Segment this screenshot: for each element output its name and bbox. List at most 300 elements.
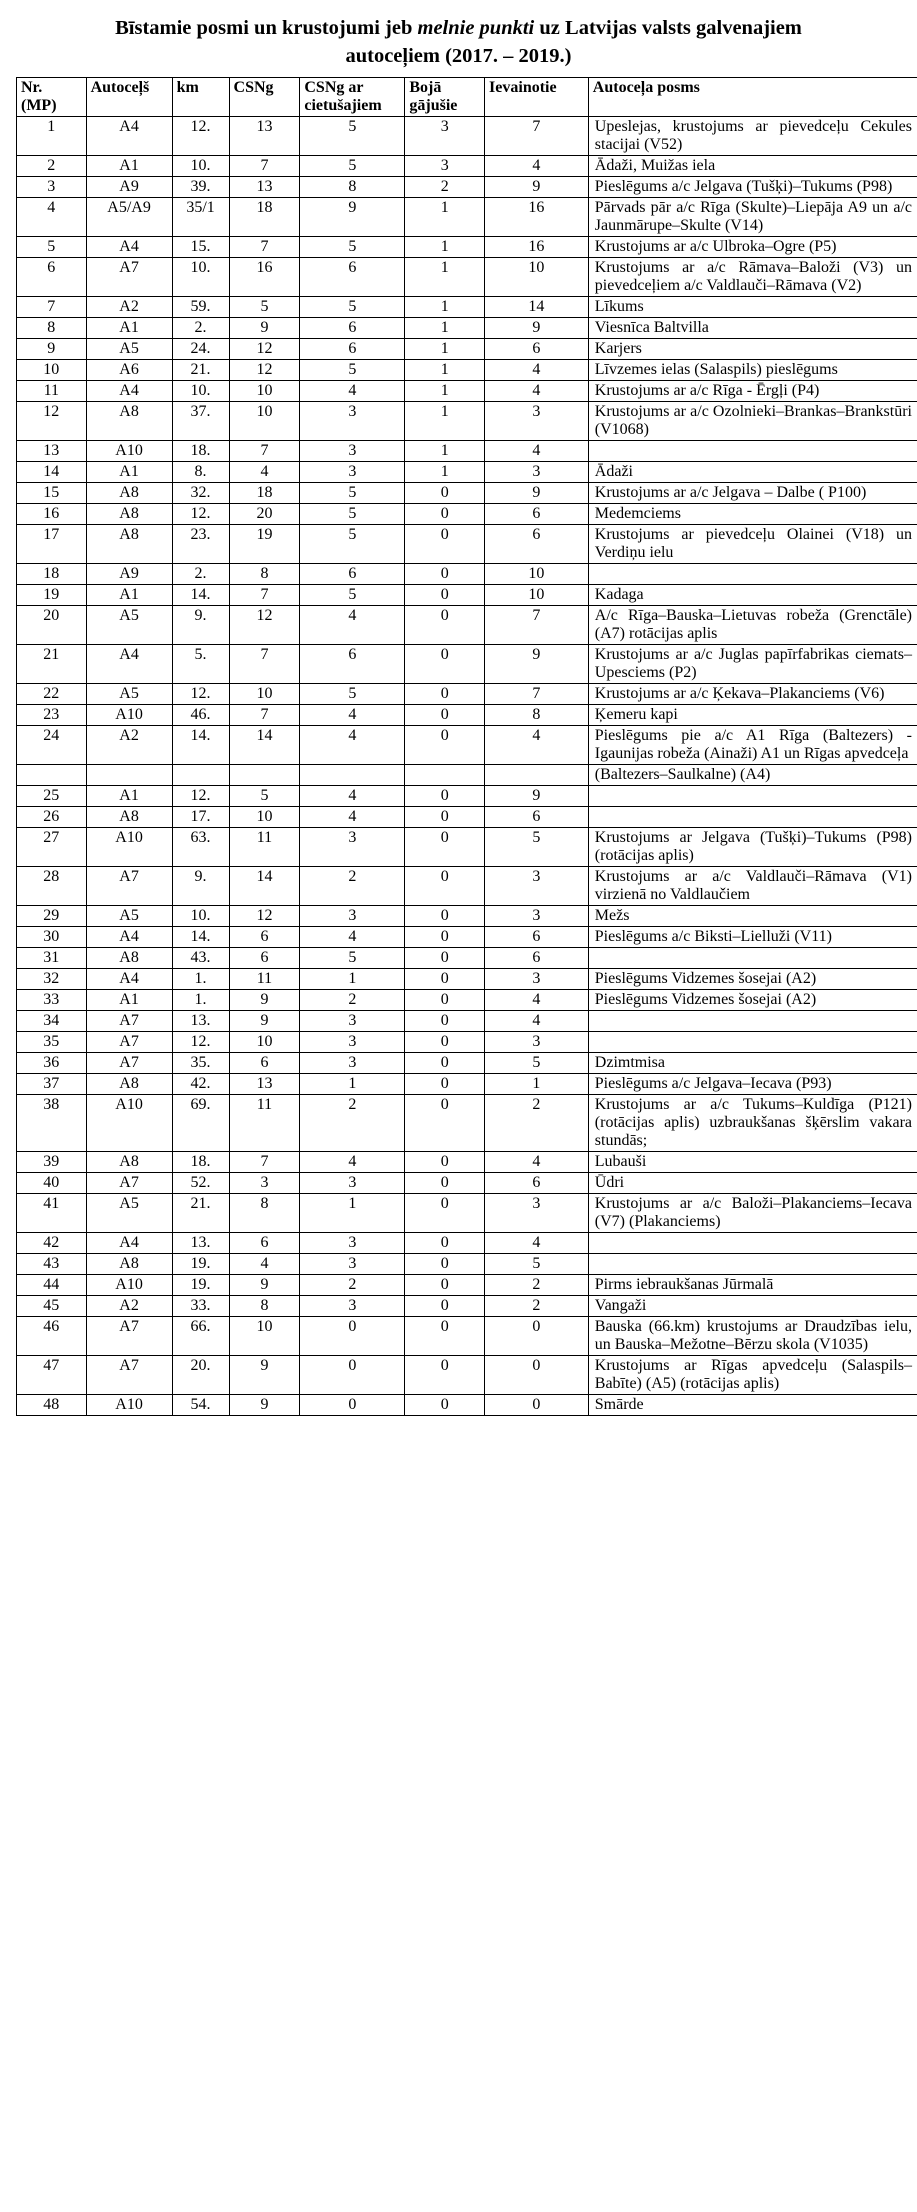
cell-csng: 13 bbox=[229, 1074, 300, 1095]
cell-injured: 4 bbox=[485, 990, 589, 1011]
cell-csng: 16 bbox=[229, 258, 300, 297]
cell-csng: 10 bbox=[229, 1317, 300, 1356]
cell-road-section: Krustojums ar a/c Tukums–Kuldīga (P121) (rotācijas aplis) uzbraukšanas šķērslim vakara stundās; bbox=[588, 1095, 917, 1152]
cell-injured: 0 bbox=[485, 1356, 589, 1395]
cell-road-section: Krustojums ar a/c Ķekava–Plakanciems (V6) bbox=[588, 684, 917, 705]
cell-killed: 0 bbox=[405, 1011, 485, 1032]
cell-km: 9. bbox=[172, 606, 229, 645]
cell-injured: 3 bbox=[485, 1032, 589, 1053]
cell-killed: 1 bbox=[405, 339, 485, 360]
cell-km: 35. bbox=[172, 1053, 229, 1074]
cell-injured: 2 bbox=[485, 1296, 589, 1317]
cell-road: A5 bbox=[86, 906, 172, 927]
cell-road-section: Medemciems bbox=[588, 504, 917, 525]
cell-killed: 1 bbox=[405, 258, 485, 297]
cell-road-section: Pieslēgums a/c Jelgava–Iecava (P93) bbox=[588, 1074, 917, 1095]
cell-csng-injured: 3 bbox=[300, 906, 405, 927]
cell-road: A1 bbox=[86, 585, 172, 606]
cell-csng: 7 bbox=[229, 237, 300, 258]
cell-csng: 7 bbox=[229, 585, 300, 606]
cell-injured: 4 bbox=[485, 1011, 589, 1032]
cell-killed: 0 bbox=[405, 1095, 485, 1152]
cell-csng: 11 bbox=[229, 1095, 300, 1152]
cell-killed: 0 bbox=[405, 585, 485, 606]
cell-csng-injured: 8 bbox=[300, 177, 405, 198]
cell-road-section: Smārde bbox=[588, 1395, 917, 1416]
header-road-section: Autoceļa posms bbox=[588, 78, 917, 117]
cell-killed: 0 bbox=[405, 1032, 485, 1053]
cell-killed: 0 bbox=[405, 1296, 485, 1317]
cell-killed: 1 bbox=[405, 360, 485, 381]
cell-nr: 24 bbox=[17, 726, 87, 765]
cell-csng: 9 bbox=[229, 1395, 300, 1416]
cell-nr: 33 bbox=[17, 990, 87, 1011]
cell-csng-injured: 4 bbox=[300, 705, 405, 726]
table-row bbox=[17, 1275, 917, 1296]
cell-csng-injured: 0 bbox=[300, 1395, 405, 1416]
cell-csng-injured: 4 bbox=[300, 726, 405, 765]
cell-killed: 0 bbox=[405, 726, 485, 765]
cell-road-section: Krustojums ar a/c Ulbroka–Ogre (P5) bbox=[588, 237, 917, 258]
cell-killed: 0 bbox=[405, 525, 485, 564]
cell-injured: 3 bbox=[485, 1194, 589, 1233]
cell-road: A8 bbox=[86, 1152, 172, 1173]
table-row bbox=[17, 1233, 917, 1254]
table-row bbox=[17, 585, 917, 606]
cell-killed: 1 bbox=[405, 441, 485, 462]
cell-road-section: (Baltezers–Saulkalne) (A4) bbox=[588, 765, 917, 786]
cell-road: A7 bbox=[86, 1032, 172, 1053]
cell-killed: 0 bbox=[405, 1152, 485, 1173]
cell-csng-injured: 1 bbox=[300, 969, 405, 990]
cell-nr: 20 bbox=[17, 606, 87, 645]
cell-road: A8 bbox=[86, 1074, 172, 1095]
table-row bbox=[17, 684, 917, 705]
cell-csng-injured: 5 bbox=[300, 360, 405, 381]
cell-road: A4 bbox=[86, 237, 172, 258]
table-row bbox=[17, 948, 917, 969]
cell-nr: 21 bbox=[17, 645, 87, 684]
table-row bbox=[17, 969, 917, 990]
cell-road-section: Mežs bbox=[588, 906, 917, 927]
cell-road: A8 bbox=[86, 504, 172, 525]
cell-csng: 3 bbox=[229, 1173, 300, 1194]
table-row bbox=[17, 318, 917, 339]
cell-csng-injured: 4 bbox=[300, 381, 405, 402]
cell-csng: 10 bbox=[229, 381, 300, 402]
cell-road: A2 bbox=[86, 1296, 172, 1317]
cell-killed: 0 bbox=[405, 1395, 485, 1416]
table-row bbox=[17, 1032, 917, 1053]
cell-km: 66. bbox=[172, 1317, 229, 1356]
table-row bbox=[17, 705, 917, 726]
cell-csng: 12 bbox=[229, 360, 300, 381]
cell-km: 17. bbox=[172, 807, 229, 828]
cell-road: A8 bbox=[86, 948, 172, 969]
cell-csng: 19 bbox=[229, 525, 300, 564]
cell-csng: 6 bbox=[229, 948, 300, 969]
cell-csng-injured: 6 bbox=[300, 318, 405, 339]
cell-killed: 0 bbox=[405, 1173, 485, 1194]
cell-csng-injured: 3 bbox=[300, 1011, 405, 1032]
cell-road-section: Pieslēgums a/c Jelgava (Tušķi)–Tukums (P98) bbox=[588, 177, 917, 198]
cell-csng: 7 bbox=[229, 1152, 300, 1173]
cell-killed: 0 bbox=[405, 1074, 485, 1095]
cell-road-section: Ādaži bbox=[588, 462, 917, 483]
cell-csng-injured: 5 bbox=[300, 237, 405, 258]
cell-csng: 8 bbox=[229, 1296, 300, 1317]
cell-nr: 30 bbox=[17, 927, 87, 948]
cell-nr: 27 bbox=[17, 828, 87, 867]
table-row bbox=[17, 177, 917, 198]
cell-road: A10 bbox=[86, 1095, 172, 1152]
cell-km: 59. bbox=[172, 297, 229, 318]
cell-road-section: Kadaga bbox=[588, 585, 917, 606]
cell-csng: 11 bbox=[229, 969, 300, 990]
cell-injured: 4 bbox=[485, 156, 589, 177]
header-injured: Ievainotie bbox=[485, 78, 589, 117]
cell-killed: 3 bbox=[405, 156, 485, 177]
cell-km: 10. bbox=[172, 381, 229, 402]
cell-csng: 7 bbox=[229, 441, 300, 462]
table-row bbox=[17, 339, 917, 360]
table-row bbox=[17, 1317, 917, 1356]
cell-km: 19. bbox=[172, 1275, 229, 1296]
cell-road-section: Pieslēgums a/c Biksti–Lielluži (V11) bbox=[588, 927, 917, 948]
cell-injured: 4 bbox=[485, 441, 589, 462]
cell-killed: 0 bbox=[405, 906, 485, 927]
cell-km: 21. bbox=[172, 360, 229, 381]
cell-road-section: Ādaži, Muižas iela bbox=[588, 156, 917, 177]
cell-killed: 1 bbox=[405, 402, 485, 441]
table-row bbox=[17, 606, 917, 645]
cell-road: A8 bbox=[86, 807, 172, 828]
table-row bbox=[17, 381, 917, 402]
cell-csng-injured: 3 bbox=[300, 402, 405, 441]
cell-killed: 0 bbox=[405, 1356, 485, 1395]
cell-csng: 6 bbox=[229, 927, 300, 948]
cell-road-section: Pieslēgums Vidzemes šosejai (A2) bbox=[588, 990, 917, 1011]
cell-km: 12. bbox=[172, 786, 229, 807]
cell-nr: 31 bbox=[17, 948, 87, 969]
cell-killed: 0 bbox=[405, 645, 485, 684]
table-row bbox=[17, 1095, 917, 1152]
cell-road: A8 bbox=[86, 1254, 172, 1275]
cell-csng-injured: 4 bbox=[300, 1152, 405, 1173]
cell-csng: 5 bbox=[229, 297, 300, 318]
cell-nr: 48 bbox=[17, 1395, 87, 1416]
cell-km: 14. bbox=[172, 585, 229, 606]
header-csng-injured: CSNg ar cietušajiem bbox=[300, 78, 405, 117]
cell-csng-injured: 2 bbox=[300, 1095, 405, 1152]
cell-km: 39. bbox=[172, 177, 229, 198]
table-row bbox=[17, 564, 917, 585]
cell-csng: 11 bbox=[229, 828, 300, 867]
cell-nr: 18 bbox=[17, 564, 87, 585]
cell-injured: 6 bbox=[485, 948, 589, 969]
cell-road-section: Krustojums ar pievedceļu Olainei (V18) un Verdiņu ielu bbox=[588, 525, 917, 564]
cell-km: 43. bbox=[172, 948, 229, 969]
cell-csng: 12 bbox=[229, 606, 300, 645]
cell-km: 35/1 bbox=[172, 198, 229, 237]
cell-road-section: Krustojums ar a/c Rīga - Ērgļi (P4) bbox=[588, 381, 917, 402]
cell-nr: 10 bbox=[17, 360, 87, 381]
cell-csng: 10 bbox=[229, 807, 300, 828]
cell-csng: 9 bbox=[229, 318, 300, 339]
cell-km: 2. bbox=[172, 564, 229, 585]
cell-injured: 0 bbox=[485, 1317, 589, 1356]
cell-csng-injured: 6 bbox=[300, 339, 405, 360]
cell-csng-injured: 4 bbox=[300, 927, 405, 948]
cell-road: A1 bbox=[86, 318, 172, 339]
cell-road: A4 bbox=[86, 117, 172, 156]
cell-csng-injured bbox=[300, 765, 405, 786]
cell-csng: 9 bbox=[229, 1011, 300, 1032]
cell-csng-injured: 5 bbox=[300, 483, 405, 504]
cell-km: 20. bbox=[172, 1356, 229, 1395]
cell-csng-injured: 1 bbox=[300, 1074, 405, 1095]
cell-injured: 10 bbox=[485, 585, 589, 606]
table-row bbox=[17, 1254, 917, 1275]
cell-road: A9 bbox=[86, 177, 172, 198]
cell-road-section: Pārvads pār a/c Rīga (Skulte)–Liepāja A9 un a/c Jaunmārupe–Skulte (V14) bbox=[588, 198, 917, 237]
cell-killed bbox=[405, 765, 485, 786]
cell-csng: 9 bbox=[229, 990, 300, 1011]
table-row bbox=[17, 1053, 917, 1074]
cell-nr: 2 bbox=[17, 156, 87, 177]
table-row bbox=[17, 156, 917, 177]
cell-road-section: Krustojums ar a/c Juglas papīrfabrikas ciemats–Upesciems (P2) bbox=[588, 645, 917, 684]
cell-road-section: Lubauši bbox=[588, 1152, 917, 1173]
header-csng: CSNg bbox=[229, 78, 300, 117]
header-road: Autoceļš bbox=[86, 78, 172, 117]
cell-csng: 13 bbox=[229, 117, 300, 156]
cell-road-section bbox=[588, 1233, 917, 1254]
cell-road: A7 bbox=[86, 1317, 172, 1356]
cell-km: 23. bbox=[172, 525, 229, 564]
cell-road: A4 bbox=[86, 381, 172, 402]
cell-injured: 4 bbox=[485, 381, 589, 402]
cell-injured: 9 bbox=[485, 483, 589, 504]
cell-killed: 3 bbox=[405, 117, 485, 156]
cell-csng-injured: 5 bbox=[300, 585, 405, 606]
table-row bbox=[17, 1296, 917, 1317]
table-row bbox=[17, 198, 917, 237]
cell-csng: 4 bbox=[229, 462, 300, 483]
cell-csng-injured: 5 bbox=[300, 156, 405, 177]
cell-nr: 28 bbox=[17, 867, 87, 906]
table-row bbox=[17, 1356, 917, 1395]
cell-injured: 16 bbox=[485, 237, 589, 258]
cell-killed: 0 bbox=[405, 948, 485, 969]
cell-killed: 0 bbox=[405, 969, 485, 990]
table-body bbox=[17, 117, 917, 1416]
cell-road: A5/A9 bbox=[86, 198, 172, 237]
cell-csng: 7 bbox=[229, 645, 300, 684]
cell-km: 15. bbox=[172, 237, 229, 258]
cell-killed: 1 bbox=[405, 297, 485, 318]
cell-km: 21. bbox=[172, 1194, 229, 1233]
cell-injured: 7 bbox=[485, 117, 589, 156]
cell-road-section: Līvzemes ielas (Salaspils) pieslēgums bbox=[588, 360, 917, 381]
cell-nr: 19 bbox=[17, 585, 87, 606]
cell-km: 19. bbox=[172, 1254, 229, 1275]
cell-injured: 14 bbox=[485, 297, 589, 318]
cell-road: A2 bbox=[86, 297, 172, 318]
cell-road-section: Pieslēgums Vidzemes šosejai (A2) bbox=[588, 969, 917, 990]
cell-nr: 37 bbox=[17, 1074, 87, 1095]
table-row bbox=[17, 990, 917, 1011]
cell-nr: 4 bbox=[17, 198, 87, 237]
cell-injured: 6 bbox=[485, 339, 589, 360]
cell-nr: 3 bbox=[17, 177, 87, 198]
cell-road-section: Vangaži bbox=[588, 1296, 917, 1317]
cell-road: A8 bbox=[86, 402, 172, 441]
header-killed: Bojā gājušie bbox=[405, 78, 485, 117]
cell-csng: 9 bbox=[229, 1356, 300, 1395]
cell-km: 33. bbox=[172, 1296, 229, 1317]
cell-nr: 39 bbox=[17, 1152, 87, 1173]
cell-killed: 2 bbox=[405, 177, 485, 198]
cell-km: 12. bbox=[172, 504, 229, 525]
cell-road-section: Krustojums ar a/c Baloži–Plakanciems–Iecava (V7) (Plakanciems) bbox=[588, 1194, 917, 1233]
cell-nr: 47 bbox=[17, 1356, 87, 1395]
table-row bbox=[17, 237, 917, 258]
cell-nr: 36 bbox=[17, 1053, 87, 1074]
cell-csng: 7 bbox=[229, 705, 300, 726]
cell-csng-injured: 3 bbox=[300, 1233, 405, 1254]
cell-nr: 5 bbox=[17, 237, 87, 258]
title-line1-b: uz Latvijas valsts galvenajiem bbox=[534, 17, 802, 39]
cell-nr: 16 bbox=[17, 504, 87, 525]
cell-injured: 10 bbox=[485, 564, 589, 585]
cell-killed: 0 bbox=[405, 807, 485, 828]
cell-km: 69. bbox=[172, 1095, 229, 1152]
cell-injured: 10 bbox=[485, 258, 589, 297]
cell-road-section: Karjers bbox=[588, 339, 917, 360]
cell-injured: 2 bbox=[485, 1095, 589, 1152]
table-row bbox=[17, 765, 917, 786]
cell-km: 14. bbox=[172, 726, 229, 765]
cell-road: A8 bbox=[86, 525, 172, 564]
cell-nr: 26 bbox=[17, 807, 87, 828]
cell-killed: 0 bbox=[405, 606, 485, 645]
table-row bbox=[17, 726, 917, 765]
cell-injured: 4 bbox=[485, 360, 589, 381]
cell-csng-injured: 1 bbox=[300, 1194, 405, 1233]
cell-km: 8. bbox=[172, 462, 229, 483]
cell-road: A9 bbox=[86, 564, 172, 585]
cell-road: A10 bbox=[86, 1275, 172, 1296]
cell-nr: 8 bbox=[17, 318, 87, 339]
cell-csng-injured: 3 bbox=[300, 828, 405, 867]
cell-csng: 13 bbox=[229, 177, 300, 198]
cell-road: A10 bbox=[86, 828, 172, 867]
cell-csng: 12 bbox=[229, 339, 300, 360]
cell-road: A1 bbox=[86, 462, 172, 483]
cell-km: 12. bbox=[172, 1032, 229, 1053]
cell-km: 24. bbox=[172, 339, 229, 360]
cell-road: A4 bbox=[86, 1233, 172, 1254]
cell-injured: 9 bbox=[485, 318, 589, 339]
table-row bbox=[17, 1194, 917, 1233]
cell-nr: 29 bbox=[17, 906, 87, 927]
cell-nr: 23 bbox=[17, 705, 87, 726]
cell-km: 10. bbox=[172, 906, 229, 927]
cell-injured: 9 bbox=[485, 786, 589, 807]
cell-nr: 43 bbox=[17, 1254, 87, 1275]
table-row bbox=[17, 645, 917, 684]
cell-injured: 4 bbox=[485, 1233, 589, 1254]
cell-nr: 38 bbox=[17, 1095, 87, 1152]
cell-killed: 0 bbox=[405, 684, 485, 705]
cell-km: 14. bbox=[172, 927, 229, 948]
cell-csng-injured: 3 bbox=[300, 441, 405, 462]
cell-nr: 40 bbox=[17, 1173, 87, 1194]
cell-km: 9. bbox=[172, 867, 229, 906]
cell-killed: 0 bbox=[405, 1254, 485, 1275]
cell-csng-injured: 9 bbox=[300, 198, 405, 237]
cell-csng: 9 bbox=[229, 1275, 300, 1296]
cell-km bbox=[172, 765, 229, 786]
cell-csng-injured: 4 bbox=[300, 807, 405, 828]
cell-csng-injured: 3 bbox=[300, 1053, 405, 1074]
cell-injured: 5 bbox=[485, 1053, 589, 1074]
cell-csng: 5 bbox=[229, 786, 300, 807]
page-title bbox=[0, 0, 917, 70]
cell-road-section bbox=[588, 1011, 917, 1032]
cell-nr: 22 bbox=[17, 684, 87, 705]
cell-nr: 14 bbox=[17, 462, 87, 483]
cell-km: 37. bbox=[172, 402, 229, 441]
cell-nr: 25 bbox=[17, 786, 87, 807]
cell-injured: 6 bbox=[485, 1173, 589, 1194]
table-row bbox=[17, 483, 917, 504]
cell-injured: 2 bbox=[485, 1275, 589, 1296]
cell-road-section: Pieslēgums pie a/c A1 Rīga (Baltezers) - Igaunijas robeža (Ainaži) A1 un Rīgas apvedceļa bbox=[588, 726, 917, 765]
cell-road: A7 bbox=[86, 1173, 172, 1194]
cell-road: A5 bbox=[86, 339, 172, 360]
cell-killed: 0 bbox=[405, 990, 485, 1011]
cell-road: A4 bbox=[86, 969, 172, 990]
cell-km: 13. bbox=[172, 1011, 229, 1032]
cell-csng: 20 bbox=[229, 504, 300, 525]
cell-nr: 41 bbox=[17, 1194, 87, 1233]
cell-km: 1. bbox=[172, 990, 229, 1011]
cell-road: A1 bbox=[86, 990, 172, 1011]
cell-csng: 14 bbox=[229, 867, 300, 906]
cell-nr: 9 bbox=[17, 339, 87, 360]
cell-injured: 4 bbox=[485, 1152, 589, 1173]
cell-csng-injured: 0 bbox=[300, 1317, 405, 1356]
cell-road-section: Krustojums ar a/c Jelgava – Dalbe ( P100) bbox=[588, 483, 917, 504]
cell-nr: 12 bbox=[17, 402, 87, 441]
title-line1-emphasis: melnie punkti bbox=[417, 17, 535, 39]
cell-csng: 10 bbox=[229, 684, 300, 705]
cell-killed: 0 bbox=[405, 1053, 485, 1074]
cell-killed: 1 bbox=[405, 237, 485, 258]
cell-csng-injured: 3 bbox=[300, 1254, 405, 1275]
table-row bbox=[17, 1011, 917, 1032]
table-row bbox=[17, 1395, 917, 1416]
table-row bbox=[17, 402, 917, 441]
cell-road-section bbox=[588, 441, 917, 462]
cell-km: 12. bbox=[172, 117, 229, 156]
cell-road-section: Pirms iebraukšanas Jūrmalā bbox=[588, 1275, 917, 1296]
cell-csng-injured: 6 bbox=[300, 564, 405, 585]
table-row bbox=[17, 1173, 917, 1194]
cell-injured: 7 bbox=[485, 606, 589, 645]
